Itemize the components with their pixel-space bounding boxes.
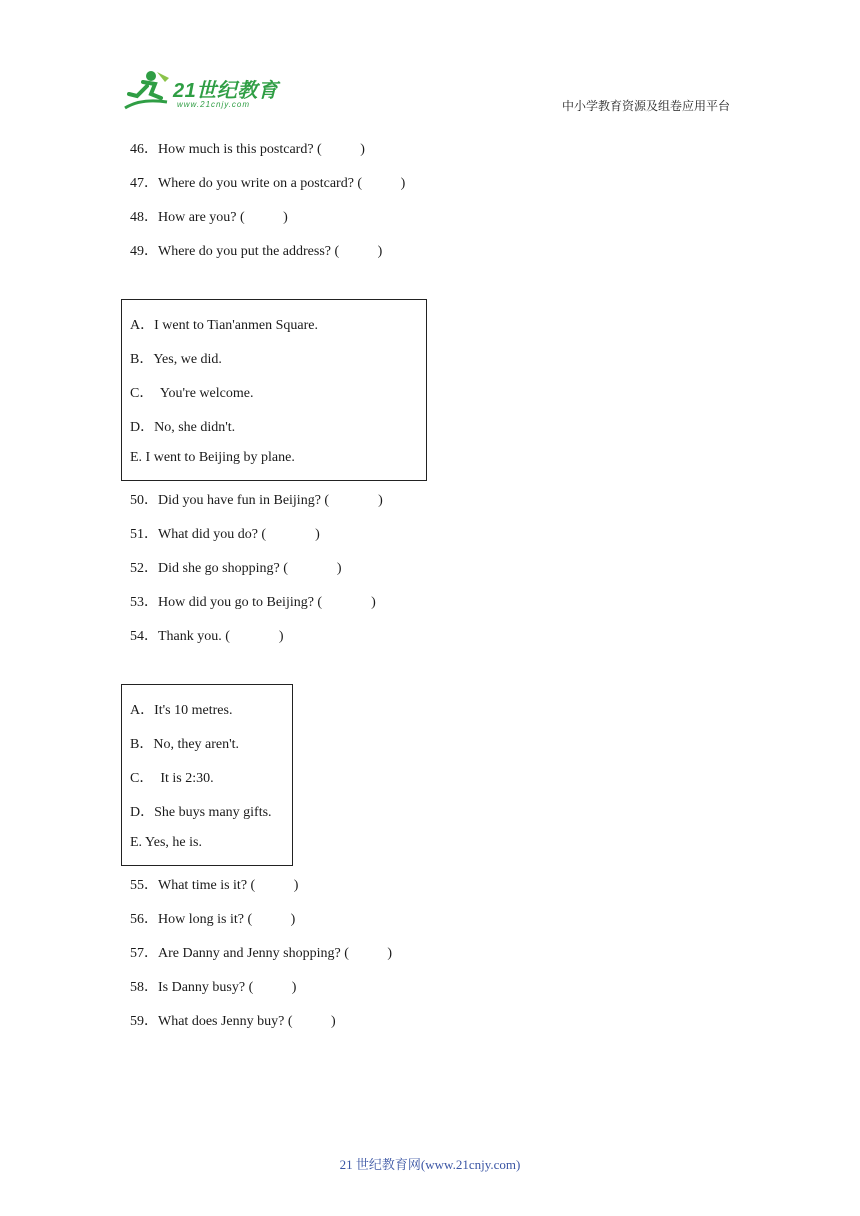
platform-title: 中小学教育资源及组卷应用平台 bbox=[561, 99, 730, 113]
option-c: C． You're welcome. bbox=[130, 386, 254, 401]
question-46: 46．How much is this postcard? ( ) bbox=[130, 142, 365, 157]
option-b: B．Yes, we did. bbox=[130, 352, 222, 367]
option-d: D．She buys many gifts. bbox=[130, 805, 272, 820]
runner-icon bbox=[121, 68, 173, 114]
page-header bbox=[0, 0, 860, 130]
option-c: C． It is 2:30. bbox=[130, 771, 214, 786]
logo-url: www.21cnjy.com bbox=[177, 100, 250, 109]
site-logo[interactable] bbox=[121, 68, 291, 116]
options-box-2 bbox=[121, 299, 427, 481]
option-e: E. Yes, he is. bbox=[130, 835, 202, 850]
option-a: A．I went to Tian'anmen Square. bbox=[130, 318, 319, 333]
option-d: D．No, she didn't. bbox=[130, 420, 236, 435]
question-54: 54．Thank you. ( ) bbox=[130, 629, 284, 644]
question-57: 57．Are Danny and Jenny shopping? ( ) bbox=[130, 946, 393, 961]
question-55: 55．What time is it? ( ) bbox=[130, 878, 299, 893]
question-58: 58．Is Danny busy? ( ) bbox=[130, 980, 297, 995]
option-a: A．It's 10 metres. bbox=[130, 703, 233, 718]
question-48: 48．How are you? ( ) bbox=[130, 210, 288, 225]
question-53: 53．How did you go to Beijing? ( ) bbox=[130, 595, 376, 610]
question-56: 56．How long is it? ( ) bbox=[130, 912, 296, 927]
logo-text: 21世纪教育 bbox=[173, 80, 279, 102]
question-47: 47．Where do you write on a postcard? ( ) bbox=[130, 176, 406, 191]
question-49: 49．Where do you put the address? ( ) bbox=[130, 244, 383, 259]
question-50: 50．Did you have fun in Beijing? ( ) bbox=[130, 493, 383, 508]
question-59: 59．What does Jenny buy? ( ) bbox=[130, 1014, 336, 1029]
options-box-3 bbox=[121, 684, 293, 866]
option-b: B．No, they aren't. bbox=[130, 737, 240, 752]
question-52: 52．Did she go shopping? ( ) bbox=[130, 561, 342, 576]
option-e: E. I went to Beijing by plane. bbox=[130, 450, 295, 465]
question-51: 51．What did you do? ( ) bbox=[130, 527, 320, 542]
page-footer[interactable]: 21 世纪教育网(www.21cnjy.com) bbox=[339, 1157, 521, 1172]
